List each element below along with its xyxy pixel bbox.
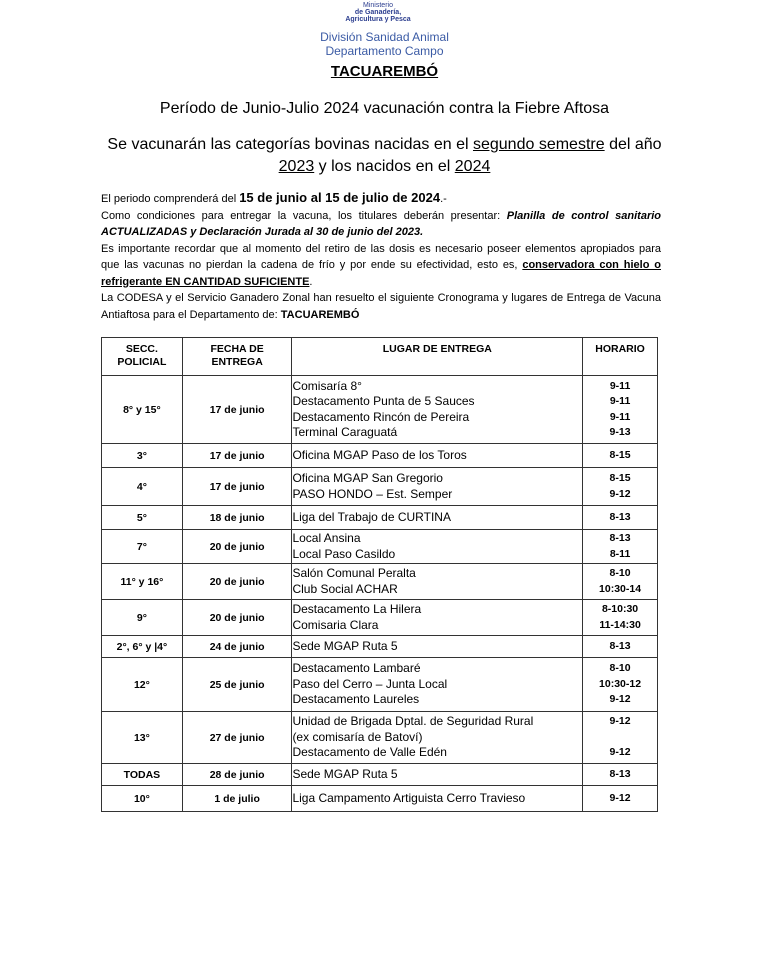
page-title: TACUAREMBÓ [330,63,439,80]
categories-underline-3: 2024 [454,158,491,175]
table-row [102,506,658,530]
horario-spacer [583,730,657,746]
table-row [102,468,658,506]
paragraph-period [101,190,661,208]
lugar-line: Club Social ACHAR [292,581,398,596]
horario-line: 9-11 [609,379,631,392]
header-horario-text: HORARIO [595,343,645,355]
period-heading: Período de Junio-Julio 2024 vacunación contra la Fiebre Aftosa [159,100,610,117]
table-row [102,712,658,764]
horario-line: 9-12 [609,487,631,500]
horario-line: 8-13 [609,767,631,780]
p3-cooler: conservadora con hielo o refrigerante EN CANTIDAD SUFICIENTE [101,259,661,288]
lugar-line: Sede MGAP Ruta 5 [292,638,398,653]
cell-horario [583,530,658,564]
lugar-line: Liga del Trabajo de CURTINA [292,509,451,524]
categories-text-2: del año [604,136,662,153]
cell-horario [583,764,658,786]
cell-horario [583,506,658,530]
categories-text-3: y los nacidos en el [314,158,455,175]
cell-fecha: 25 de junio [182,658,292,712]
logo-line-3: Agricultura y Pesca [345,16,411,23]
p4-department: TACUAREMBÓ [280,308,360,321]
cell-seccion: 13° [102,712,183,764]
horario-line: 9-12 [609,791,631,804]
cell-seccion: 5° [102,506,183,530]
cell-seccion: 11° y 16° [102,564,183,600]
lugar-line: Liga Campamento Artiguista Cerro Travieso [292,790,526,805]
header-fecha-l1: FECHA DE [210,343,264,355]
lugar-line: Destacamento Laureles [292,692,420,707]
horario-line: 8-11 [609,547,631,560]
cell-fecha: 24 de junio [182,636,292,658]
lugar-line: Unidad de Brigada Dptal. de Seguridad Rural [292,714,534,729]
cell-lugar [292,506,583,530]
table-header-row [102,338,658,376]
paragraph-conditions [101,208,661,241]
lugar-line: Destacamento de Valle Edén [292,745,447,760]
header-fecha-l2: ENTREGA [211,356,263,368]
table-row [102,600,658,636]
table-row [102,564,658,600]
cell-lugar [292,530,583,564]
lugar-line: (ex comisaría de Batoví) [292,729,423,744]
cell-lugar [292,468,583,506]
horario-line: 8-15 [609,472,631,484]
horario-line: 9-12 [609,715,631,728]
cell-seccion: 8° y 15° [102,376,183,444]
cell-horario [583,564,658,600]
cell-horario [583,658,658,712]
lugar-line: Oficina MGAP Paso de los Toros [292,447,467,462]
categories-underline-2: 2023 [278,158,315,175]
cell-seccion: TODAS [102,764,183,786]
p1-dates: 15 de junio al 15 de julio de 2024 [239,190,441,205]
cell-fecha: 17 de junio [182,376,292,444]
lugar-line: Comisaría 8° [292,378,362,393]
lugar-line: PASO HONDO – Est. Semper [292,486,453,501]
lugar-line: Terminal Caraguatá [292,425,398,439]
horario-line: 8-13 [609,510,631,523]
header-fecha [182,338,292,376]
cell-seccion: 3° [102,444,183,468]
cell-lugar [292,564,583,600]
department-name: Departamento Campo [325,44,444,58]
categories-underline-1: segundo semestre [472,136,605,153]
horario-line: 10:30-12 [599,677,642,690]
cell-seccion: 9° [102,600,183,636]
cell-fecha: 17 de junio [182,468,292,506]
lugar-line: Destacamento La Hilera [292,602,422,616]
p1-text: El periodo comprenderá del [101,193,240,205]
horario-line: 9-11 [609,395,631,407]
lugar-line: Local Ansina [292,531,361,545]
horario-line: 9-12 [609,746,631,759]
header-secc-l2: POLICIAL [117,356,167,368]
cell-fecha: 28 de junio [182,764,292,786]
horario-line: 10:30-14 [599,582,642,595]
header-secc-l1: SECC. [125,343,158,355]
cell-seccion: 12° [102,658,183,712]
lugar-line: Sede MGAP Ruta 5 [292,766,398,781]
division-name: División Sanidad Animal [320,30,449,44]
categories-text-1: Se vacunarán las categorías bovinas nacidas en el [107,136,473,153]
horario-line: 8-10 [609,662,631,675]
cell-horario [583,600,658,636]
cell-horario [583,376,658,444]
lugar-line: Destacamento Rincón de Pereira [292,409,470,424]
table-row [102,786,658,812]
cell-lugar [292,636,583,658]
lugar-line: Paso del Cerro – Junta Local [292,676,448,691]
cell-lugar [292,764,583,786]
paragraph-cold-chain [101,241,661,291]
logo-line-1: Ministerio [363,2,393,9]
cell-fecha: 20 de junio [182,600,292,636]
lugar-line: Local Paso Casildo [292,546,396,561]
table-row [102,636,658,658]
horario-line: 8-10:30 [601,603,639,615]
header-horario [583,338,658,376]
horario-line: 11-14:30 [599,618,641,631]
p3-end: . [309,275,313,288]
cell-lugar [292,786,583,812]
body-text [101,190,661,323]
lugar-line: Oficina MGAP San Gregorio [292,471,443,485]
p2-text: Como condiciones para entregar la vacuna, los titulares deberán presentar: [101,209,507,222]
lugar-line: Comisaria Clara [292,617,379,632]
cell-fecha: 18 de junio [182,506,292,530]
p1-end: .- [440,193,447,205]
table-row [102,764,658,786]
cell-lugar [292,444,583,468]
table-row [102,444,658,468]
cell-lugar [292,658,583,712]
horario-line: 8-15 [609,448,631,461]
horario-line: 9-13 [609,426,631,438]
cell-fecha: 1 de julio [182,786,292,812]
table-row [102,530,658,564]
horario-line: 8-10 [609,567,631,579]
cell-horario [583,444,658,468]
cell-seccion: 7° [102,530,183,564]
horario-line: 9-12 [609,693,631,706]
cell-fecha: 20 de junio [182,564,292,600]
cell-horario [583,468,658,506]
lugar-line: Destacamento Punta de 5 Sauces [292,394,475,408]
header-lugar [292,338,583,376]
cell-fecha: 27 de junio [182,712,292,764]
lugar-line: Salón Comunal Peralta [292,566,416,580]
table-row [102,376,658,444]
horario-line: 8-13 [609,639,631,652]
horario-line: 9-11 [609,410,631,423]
cell-lugar [292,600,583,636]
cell-seccion: 10° [102,786,183,812]
cell-horario [583,712,658,764]
cell-seccion: 2°, 6° y |4° [102,636,183,658]
lugar-line: Destacamento Lambaré [292,661,421,676]
logo-line-2: de Ganadería, [354,9,402,16]
p3-text: Es importante recordar que al momento del retiro de las dosis es necesario poseer elementos apropiados para que las vacunas no pierdan la cadena de frío y por ende su efectividad, esto es, [101,242,661,271]
categories-heading [100,134,669,178]
header-lugar-text: LUGAR DE ENTREGA [382,343,492,355]
header-secc [102,338,183,376]
p2-requirements: Planilla de control sanitario ACTUALIZADAS y Declaración Jurada al 30 de junio del 2023. [101,209,661,238]
p4-text: La CODESA y el Servicio Ganadero Zonal han resuelto el siguiente Cronograma y lugares de Entrega de Vacuna Antiaftosa para el Departamento de: [101,292,661,321]
cell-seccion: 4° [102,468,183,506]
cell-horario [583,636,658,658]
cell-lugar [292,376,583,444]
logo [328,2,428,24]
cell-lugar [292,712,583,764]
horario-line: 8-13 [609,532,631,544]
schedule-table [101,337,658,812]
cell-fecha: 17 de junio [182,444,292,468]
cell-fecha: 20 de junio [182,530,292,564]
paragraph-codesa [101,290,661,323]
cell-horario [583,786,658,812]
table-row [102,658,658,712]
